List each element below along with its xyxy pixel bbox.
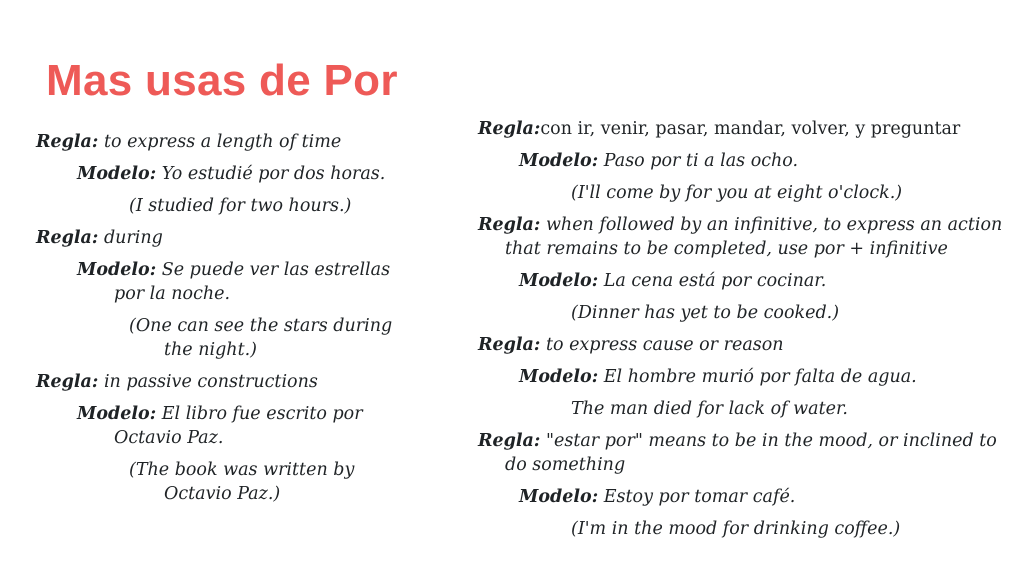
model-line <box>478 485 1018 509</box>
translation-line: The man died for lack of water. <box>571 399 848 419</box>
rule-text: when followed by an infinitive, to express an action that remains to be completed, use por + infinitive <box>505 215 1003 259</box>
modelo-label: Modelo: <box>519 151 599 171</box>
model-line <box>36 258 414 306</box>
regla-label: Regla: <box>36 132 99 152</box>
rule-text: to express a length of time <box>98 132 342 152</box>
regla-label: Regla: <box>478 215 541 235</box>
model-line <box>478 269 1018 293</box>
rule-line <box>478 117 1018 141</box>
left-column <box>36 130 416 506</box>
model-line <box>36 402 384 450</box>
rule-text: to express cause or reason <box>540 335 784 355</box>
rule-line <box>478 333 1018 357</box>
model-text: Se puede ver las estrellas por la noche. <box>114 260 391 304</box>
modelo-label: Modelo: <box>77 404 157 424</box>
rule-line <box>36 130 416 154</box>
modelo-label: Modelo: <box>519 367 599 387</box>
model-text: Paso por ti a las ocho. <box>598 151 799 171</box>
translation-line: (One can see the stars during the night.) <box>129 316 393 360</box>
rule-line <box>478 429 1005 477</box>
modelo-label: Modelo: <box>519 487 599 507</box>
model-text: El hombre murió por falta de agua. <box>598 367 917 387</box>
translation-line: (I studied for two hours.) <box>129 196 352 216</box>
translation-line: (I'll come by for you at eight o'clock.) <box>571 183 903 203</box>
model-line <box>478 149 1018 173</box>
translation-line: (The book was written by Octavio Paz.) <box>129 460 355 504</box>
model-text: La cena está por cocinar. <box>598 271 827 291</box>
model-text: El libro fue escrito por Octavio Paz. <box>114 404 363 448</box>
slide-title: Mas usas de Por <box>46 56 398 105</box>
rule-text: "estar por" means to be in the mood, or inclined to do something <box>505 431 997 475</box>
model-line <box>478 365 1018 389</box>
regla-label: Regla: <box>478 431 541 451</box>
modelo-label: Modelo: <box>519 271 599 291</box>
rule-line <box>36 370 416 394</box>
translation-line: (Dinner has yet to be cooked.) <box>571 303 840 323</box>
rule-text: during <box>98 228 163 248</box>
regla-label: Regla: <box>478 335 541 355</box>
translation-line: (I'm in the mood for drinking coffee.) <box>571 519 901 539</box>
model-text: Yo estudié por dos horas. <box>156 164 386 184</box>
rule-line <box>36 226 416 250</box>
modelo-label: Modelo: <box>77 164 157 184</box>
regla-label: Regla: <box>36 372 99 392</box>
rule-text: con ir, venir, pasar, mandar, volver, y preguntar <box>540 119 961 139</box>
modelo-label: Modelo: <box>77 260 157 280</box>
model-text: Estoy por tomar café. <box>598 487 796 507</box>
rule-line <box>478 213 1005 261</box>
right-column <box>478 117 1018 541</box>
regla-label: Regla: <box>478 119 541 139</box>
regla-label: Regla: <box>36 228 99 248</box>
rule-text: in passive constructions <box>98 372 318 392</box>
model-line <box>36 162 416 186</box>
